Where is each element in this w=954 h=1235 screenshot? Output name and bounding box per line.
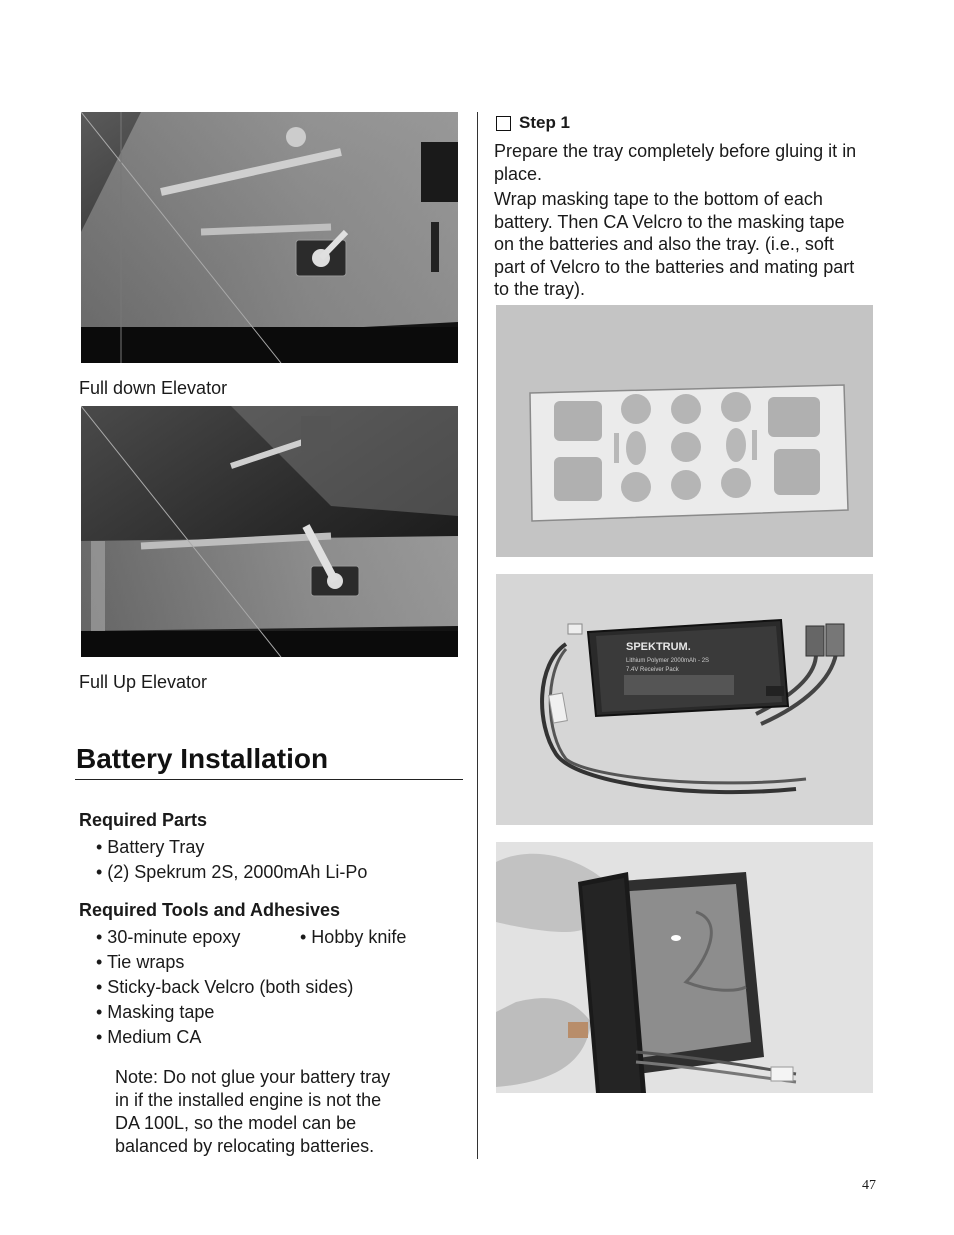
step-paragraph-2 xyxy=(494,188,879,301)
photo-battery-pack xyxy=(496,574,873,825)
page-number: 47 xyxy=(862,1178,876,1193)
para-line: on the batteries and also the tray. (i.e., soft xyxy=(494,234,834,254)
tool-item: • Medium CA xyxy=(96,1027,202,1047)
tool-item: • Masking tape xyxy=(96,1002,215,1022)
tool-item: • Sticky-back Velcro (both sides) xyxy=(96,977,354,997)
para-line: battery. Then CA Velcro to the masking tape xyxy=(494,211,845,232)
para-line: Prepare the tray completely before gluing it in xyxy=(494,141,857,161)
note-text xyxy=(115,1066,415,1158)
step-checkbox[interactable] xyxy=(496,116,511,131)
photo-velcro-on-battery xyxy=(496,842,873,1093)
photo2-caption: Full Up Elevator xyxy=(79,672,208,692)
photo1-caption: Full down Elevator xyxy=(79,378,228,398)
para-line: place. xyxy=(494,163,543,184)
para-line: part of Velcro to the batteries and mating part xyxy=(494,256,855,277)
required-part-item: • Battery Tray xyxy=(96,837,205,857)
column-divider xyxy=(477,112,478,1159)
required-part-item: • (2) Spekrum 2S, 2000mAh Li-Po xyxy=(96,862,368,882)
tools-heading: Required Tools and Adhesives xyxy=(79,900,341,920)
note-line: balanced by relocating batteries. xyxy=(115,1136,375,1156)
tool-item: • Tie wraps xyxy=(96,952,185,972)
battery-brand-label: SPEKTRUM. xyxy=(626,641,691,653)
tool-item: • Hobby knife xyxy=(300,927,407,947)
photo-battery-tray xyxy=(496,305,873,557)
note-line: in if the installed engine is not the xyxy=(115,1090,382,1110)
para-line: to the tray). xyxy=(494,279,586,299)
para-line: Wrap masking tape to the bottom of each xyxy=(494,189,823,209)
battery-spec-label: Lithium Polymer 2000mAh - 2S xyxy=(626,658,710,664)
step-paragraph-1 xyxy=(494,140,879,185)
step-heading xyxy=(496,113,570,133)
section-divider xyxy=(75,779,463,780)
section-title: Battery Installation xyxy=(76,743,329,774)
note-line: DA 100L, so the model can be xyxy=(115,1113,357,1133)
step-label: Step 1 xyxy=(519,113,571,132)
battery-voltage-label: 7.4V Receiver Pack xyxy=(626,667,679,673)
note-line: Note: Do not glue your battery tray xyxy=(115,1067,391,1087)
photo-full-down-elevator xyxy=(81,112,458,363)
required-parts-heading: Required Parts xyxy=(79,810,208,830)
tool-item: • 30-minute epoxy xyxy=(96,927,241,947)
photo-full-up-elevator xyxy=(81,406,458,657)
